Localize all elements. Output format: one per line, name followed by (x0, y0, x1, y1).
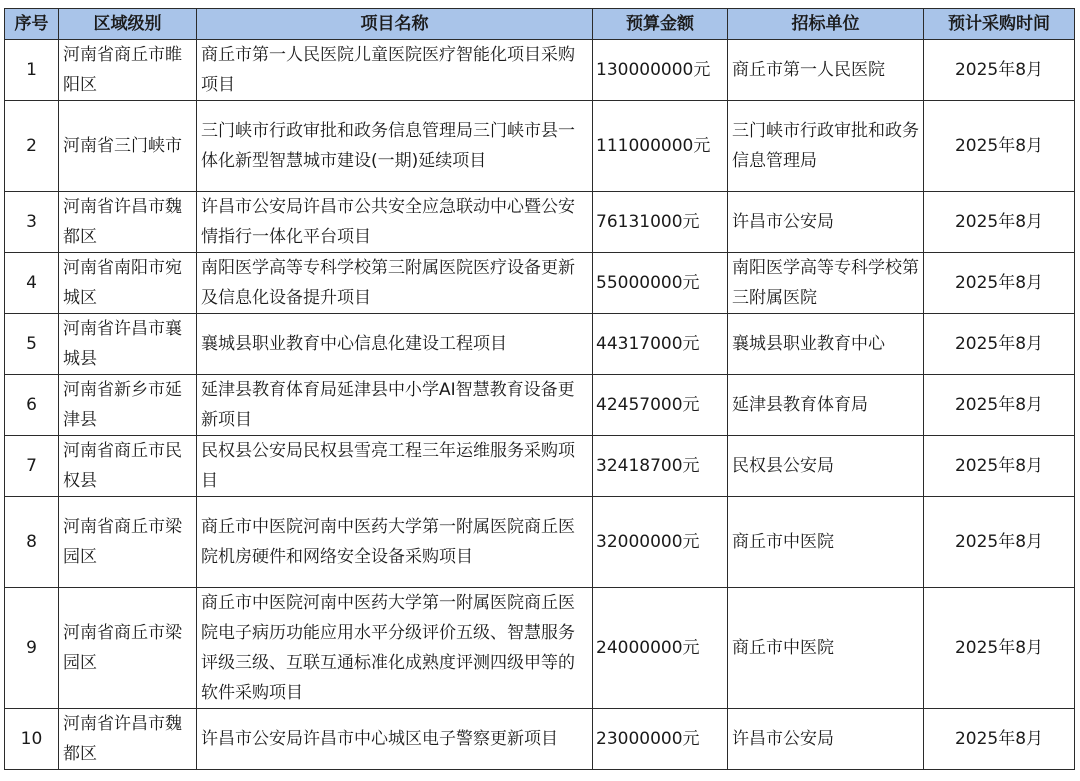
cell-index: 5 (5, 314, 59, 375)
table-row (5, 40, 1075, 101)
cell-index: 3 (5, 192, 59, 253)
cell-budget: 32000000元 (593, 497, 728, 588)
table-row (5, 314, 1075, 375)
cell-project: 商丘市中医院河南中医药大学第一附属医院商丘医院机房硬件和网络安全设备采购项目 (197, 497, 593, 588)
table-row (5, 253, 1075, 314)
cell-unit: 许昌市公安局 (728, 709, 924, 770)
header-time: 预计采购时间 (924, 9, 1075, 40)
cell-project: 民权县公安局民权县雪亮工程三年运维服务采购项目 (197, 436, 593, 497)
cell-budget: 44317000元 (593, 314, 728, 375)
cell-index: 8 (5, 497, 59, 588)
cell-budget: 130000000元 (593, 40, 728, 101)
cell-project: 襄城县职业教育中心信息化建设工程项目 (197, 314, 593, 375)
cell-unit: 商丘市中医院 (728, 588, 924, 709)
cell-time: 2025年8月 (924, 192, 1075, 253)
cell-time: 2025年8月 (924, 375, 1075, 436)
cell-time: 2025年8月 (924, 497, 1075, 588)
cell-index: 1 (5, 40, 59, 101)
cell-unit: 商丘市第一人民医院 (728, 40, 924, 101)
cell-budget: 23000000元 (593, 709, 728, 770)
cell-time: 2025年8月 (924, 709, 1075, 770)
cell-budget: 24000000元 (593, 588, 728, 709)
cell-project: 许昌市公安局许昌市中心城区电子警察更新项目 (197, 709, 593, 770)
cell-region: 河南省商丘市梁园区 (59, 497, 197, 588)
header-index: 序号 (5, 9, 59, 40)
cell-region: 河南省新乡市延津县 (59, 375, 197, 436)
cell-project: 许昌市公安局许昌市公共安全应急联动中心暨公安情指行一体化平台项目 (197, 192, 593, 253)
cell-region: 河南省商丘市睢阳区 (59, 40, 197, 101)
table-row (5, 709, 1075, 770)
cell-project: 商丘市中医院河南中医药大学第一附属医院商丘医院电子病历功能应用水平分级评价五级、智慧服务评级三级、互联互通标准化成熟度评测四级甲等的软件采购项目 (197, 588, 593, 709)
cell-region: 河南省三门峡市 (59, 101, 197, 192)
cell-budget: 55000000元 (593, 253, 728, 314)
cell-time: 2025年8月 (924, 40, 1075, 101)
table-row (5, 588, 1075, 709)
cell-budget: 111000000元 (593, 101, 728, 192)
table-row (5, 497, 1075, 588)
cell-unit: 民权县公安局 (728, 436, 924, 497)
cell-unit: 许昌市公安局 (728, 192, 924, 253)
cell-unit: 商丘市中医院 (728, 497, 924, 588)
procurement-table (4, 8, 1075, 770)
cell-budget: 32418700元 (593, 436, 728, 497)
cell-project: 南阳医学高等专科学校第三附属医院医疗设备更新及信息化设备提升项目 (197, 253, 593, 314)
table-row (5, 101, 1075, 192)
cell-unit: 三门峡市行政审批和政务信息管理局 (728, 101, 924, 192)
cell-time: 2025年8月 (924, 253, 1075, 314)
cell-index: 10 (5, 709, 59, 770)
cell-region: 河南省许昌市魏都区 (59, 192, 197, 253)
table-row (5, 192, 1075, 253)
cell-project: 三门峡市行政审批和政务信息管理局三门峡市县一体化新型智慧城市建设(一期)延续项目 (197, 101, 593, 192)
cell-unit: 南阳医学高等专科学校第三附属医院 (728, 253, 924, 314)
cell-index: 2 (5, 101, 59, 192)
cell-project: 延津县教育体育局延津县中小学AI智慧教育设备更新项目 (197, 375, 593, 436)
cell-index: 4 (5, 253, 59, 314)
table-row (5, 436, 1075, 497)
header-project: 项目名称 (197, 9, 593, 40)
table-row (5, 375, 1075, 436)
cell-budget: 42457000元 (593, 375, 728, 436)
cell-index: 9 (5, 588, 59, 709)
cell-index: 7 (5, 436, 59, 497)
header-budget: 预算金额 (593, 9, 728, 40)
header-unit: 招标单位 (728, 9, 924, 40)
header-region: 区域级别 (59, 9, 197, 40)
cell-time: 2025年8月 (924, 436, 1075, 497)
cell-index: 6 (5, 375, 59, 436)
cell-region: 河南省许昌市襄城县 (59, 314, 197, 375)
cell-region: 河南省南阳市宛城区 (59, 253, 197, 314)
cell-region: 河南省商丘市梁园区 (59, 588, 197, 709)
cell-region: 河南省许昌市魏都区 (59, 709, 197, 770)
cell-time: 2025年8月 (924, 588, 1075, 709)
cell-region: 河南省商丘市民权县 (59, 436, 197, 497)
procurement-table-container (4, 8, 1074, 770)
cell-project: 商丘市第一人民医院儿童医院医疗智能化项目采购项目 (197, 40, 593, 101)
cell-time: 2025年8月 (924, 314, 1075, 375)
cell-unit: 襄城县职业教育中心 (728, 314, 924, 375)
cell-budget: 76131000元 (593, 192, 728, 253)
table-header-row (5, 9, 1075, 40)
cell-time: 2025年8月 (924, 101, 1075, 192)
cell-unit: 延津县教育体育局 (728, 375, 924, 436)
